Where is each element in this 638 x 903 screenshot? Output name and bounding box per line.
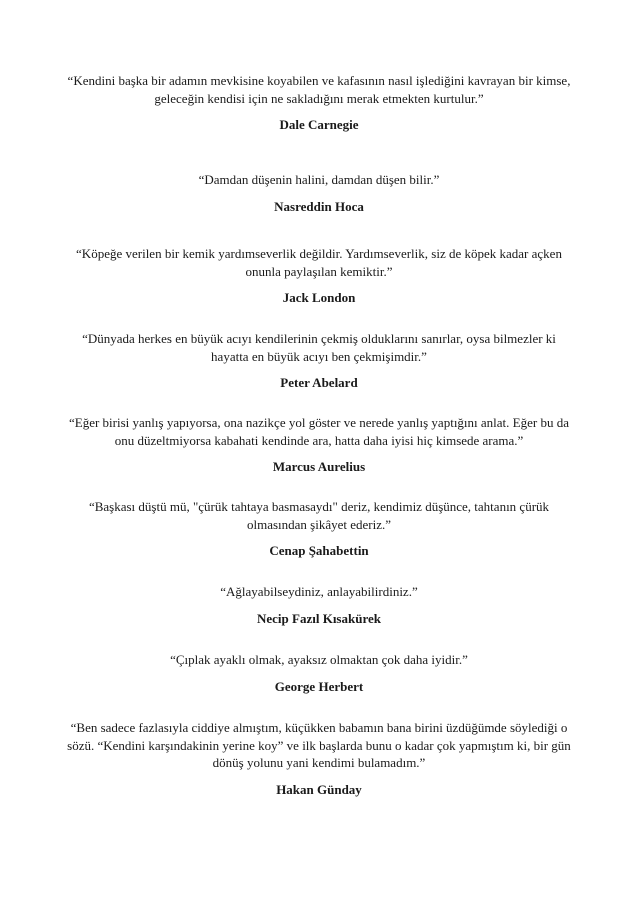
quote-author: Necip Fazıl Kısakürek (257, 610, 381, 626)
quote-author: Peter Abelard (280, 375, 358, 390)
quote-author: Hakan Günday (276, 781, 362, 797)
quote-text: “Dünyada herkes en büyük acıyı kendilerinin çekmiş olduklarını sanırlar, oysa bilmezler ki hayatta en büyük acıyı ben çekmişimdir.” (82, 331, 556, 364)
quote-author: Cenap Şahabettin (269, 543, 369, 558)
quote-author: George Herbert (274, 678, 364, 694)
quote-text: “Köpeğe verilen bir kemik yardımseverlik değildir. Yardımseverlik, siz de köpek kadar açken onunla paylaşılan kemiktir.” (76, 246, 562, 279)
quote-text: “Çıplak ayaklı olmak, ayaksız olmaktan çok daha iyidir.” (170, 652, 468, 667)
quote-block (62, 72, 576, 133)
quote-block (62, 171, 576, 215)
quote-author: Dale Carnegie (279, 117, 359, 132)
quote-author: Nasreddin Hoca (274, 198, 364, 214)
quote-text: “Başkası düştü mü, "çürük tahtaya basmasaydı" deriz, kendimiz düşünce, tahtanın çürük olmasından şikâyet ederiz.” (88, 499, 550, 532)
quote-block (62, 414, 576, 475)
quote-text: “Ben sadece fazlasıyla ciddiye almıştım, küçükken babamın bana birini üzdüğümde söylediği o sözü. “Kendini karşındakinin yerine koy” ve ilk başlarda bunu o kadar çok yapmıştım ki, bir gün dönüş yolunu yani kendimi bulamadım.” (67, 720, 571, 770)
quote-block (62, 498, 576, 559)
quote-text: “Ağlayabilseydiniz, anlayabilirdiniz.” (220, 584, 418, 599)
quote-block (62, 583, 576, 627)
quote-text: “Damdan düşenin halini, damdan düşen bilir.” (198, 172, 440, 187)
quote-text: “Eğer birisi yanlış yapıyorsa, ona nazikçe yol göster ve nerede yanlış yaptığını anlat. Eğer bu da onu düzeltmiyorsa kabahati kendinde ara, hatta daha iyisi hiç kimsede arama.” (69, 415, 569, 448)
quote-author: Jack London (282, 290, 356, 305)
quote-block (62, 719, 576, 798)
quote-block (62, 330, 576, 391)
quote-text: “Kendini başka bir adamın mevkisine koyabilen ve kafasının nasıl işlediğini kavrayan bir kimse, geleceğin kendisi için ne sakladığını merak etmekten kurtulur.” (67, 73, 571, 106)
quote-author: Marcus Aurelius (272, 459, 366, 474)
quote-block (62, 245, 576, 306)
quote-block (62, 651, 576, 695)
